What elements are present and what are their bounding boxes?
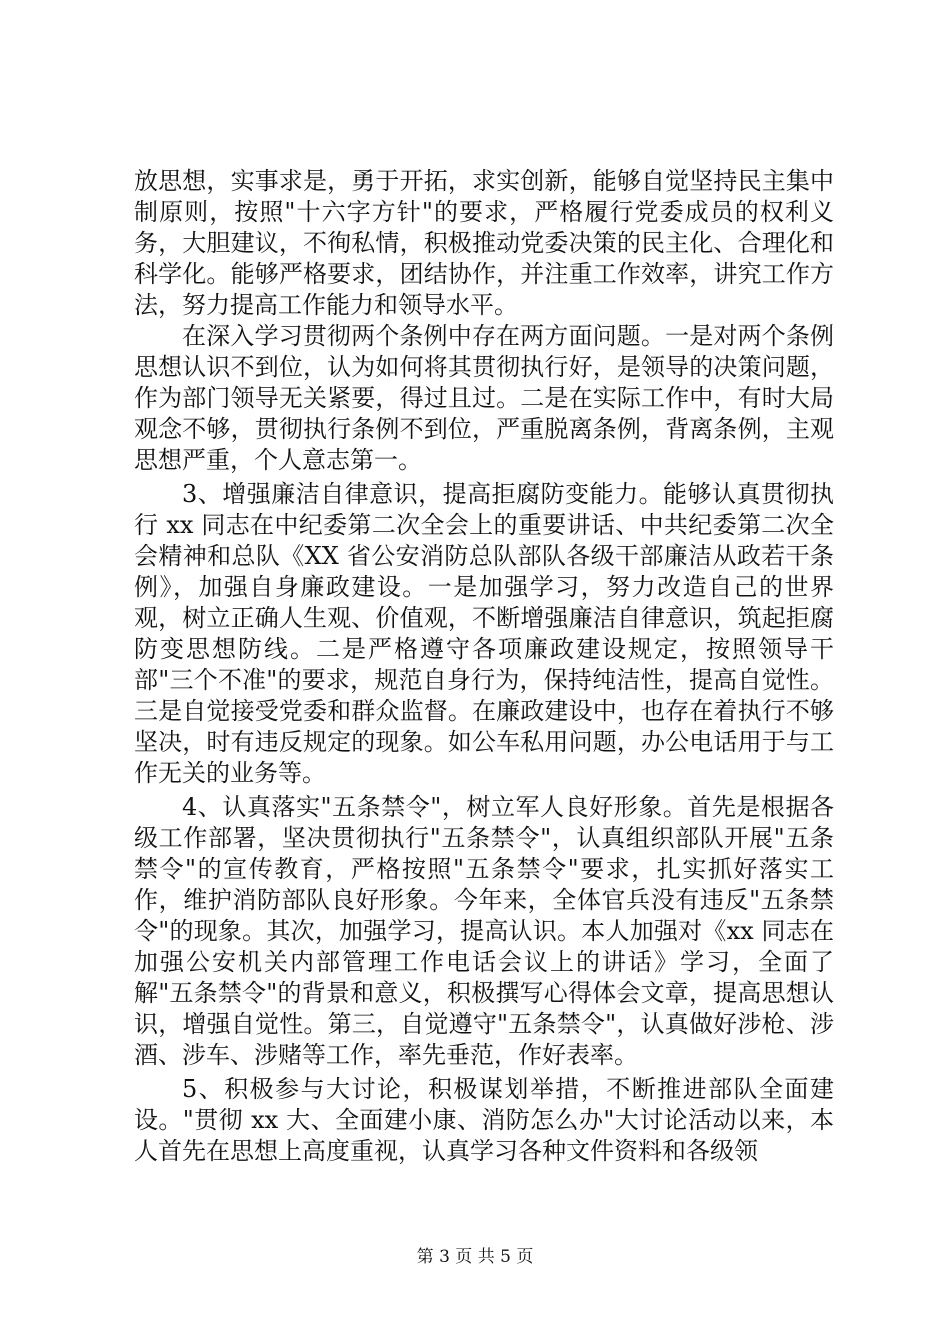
page-number-footer: 第 3 页 共 5 页 xyxy=(416,1247,534,1267)
paragraph-section-3: 3、增强廉洁自律意识，提高拒腐防变能力。能够认真贯彻执行 xx 同志在中纪委第二次全会上的重要讲话、中共纪委第二次全会精神和总队《XX 省公安消防总队部队各级干部廉洁从政若干条例》，加强自身廉政建设。一是加强学习，努力改造自己的世界观，树立正确人生观、价值观，不断增强廉洁自律意识，筑起拒腐防变思想防线。二是严格遵守各项廉政建设规定，按照领导干部"三个不准"的要求，规范自身行为，保持纯洁性，提高自觉性。三是自觉接受党委和群众监督。在廉政建设中，也存在着执行不够坚决，时有违反规定的现象。如公车私用问题，办公电话用于与工作无关的业务等。 xyxy=(134,480,834,787)
paragraph-issues: 在深入学习贯彻两个条例中存在两方面问题。一是对两个条例思想认识不到位，认为如何将其贯彻执行好，是领导的决策问题，作为部门领导无关紧要，得过且过。二是在实际工作中，有时大局观念不够，贯彻执行条例不到位，严重脱离条例，背离条例，主观思想严重，个人意志第一。 xyxy=(134,322,834,474)
paragraph-section-4: 4、认真落实"五条禁令"，树立军人良好形象。首先是根据各级工作部署，坚决贯彻执行"五条禁令"，认真组织部队开展"五条禁令"的宣传教育，严格按照"五条禁令"要求，扎实抓好落实工作，维护消防部队良好形象。今年来，全体官兵没有违反"五条禁令"的现象。其次，加强学习，提高认识。本人加强对《xx 同志在加强公安机关内部管理工作电话会议上的讲话》学习，全面了解"五条禁令"的背景和意义，积极撰写心得体会文章，提高思想认识，增强自觉性。第三，自觉遵守"五条禁令"，认真做好涉枪、涉酒、涉车、涉赌等工作，率先垂范，作好表率。 xyxy=(134,793,834,1069)
document-body xyxy=(134,166,834,1167)
paragraph-section-5: 5、积极参与大讨论，积极谋划举措，不断推进部队全面建设。"贯彻 xx 大、全面建小康、消防怎么办"大讨论活动以来，本人首先在思想上高度重视，认真学习各种文件资料和各级领 xyxy=(134,1075,834,1165)
paragraph-continued: 放思想，实事求是，勇于开拓，求实创新，能够自觉坚持民主集中制原则，按照"十六字方针"的要求，严格履行党委成员的权利义务，大胆建议，不徇私情，积极推动党委决策的民主化、合理化和科学化。能够严格要求，团结协作，并注重工作效率，讲究工作方法，努力提高工作能力和领导水平。 xyxy=(134,167,834,319)
